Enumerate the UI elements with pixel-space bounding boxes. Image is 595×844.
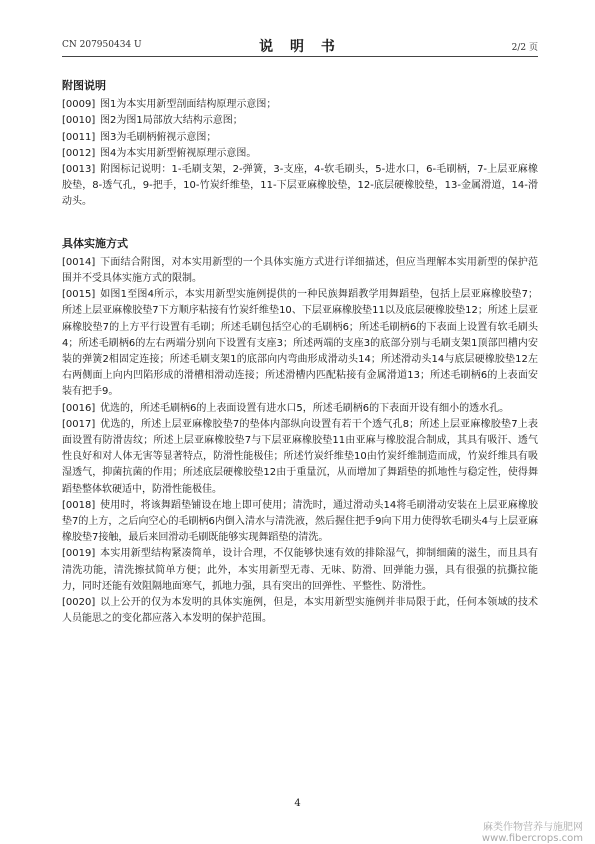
page-number: 4 — [294, 798, 301, 809]
paragraph — [62, 401, 538, 417]
paragraph-number: [0020] — [62, 597, 96, 609]
paragraph — [62, 595, 538, 627]
watermark — [482, 818, 583, 844]
paragraph-number: [0014] — [62, 256, 96, 268]
paragraph-text: 优选的，所述上层亚麻橡胶垫7的垫体内部纵向设置有若干个透气孔8；所述上层亚麻橡胶垫7上表面设置有防滑齿纹；所述上层亚麻橡胶垫7与下层亚麻橡胶垫11由亚麻与橡胶混合制成，其具有吸汗、透气性良好和对人体无害等显著特点，防滑性能极佳；所述竹炭纤维垫10由竹炭纤维制造而成，竹炭纤维具有吸湿透气，抑菌抗菌的作用；所述底层硬橡胶垫12由于重量沉，从而增加了舞蹈垫的抓地性与稳定性，使得舞蹈垫整体软硬适中，防滑性能极佳。 — [62, 418, 538, 495]
watermark-line: www.fibercrops.com — [481, 833, 583, 844]
page-of-indicator: 2/2 页 — [511, 43, 538, 53]
paragraph — [62, 498, 538, 547]
paragraph-number: [0010] — [62, 115, 96, 127]
paragraph-text: 本实用新型结构紧凑简单，设计合理，不仅能够快速有效的排除湿气，抑制细菌的滋生，而且具有清洗功能，清洗擦拭简单方便；此外，本实用新型无毒、无味、防滑、回弹能力强，具有很强的抗撕拉能力，同时还能有效阻隔地面寒气，抓地力强，具有突出的回弹性、平整性、防滑性。 — [62, 548, 538, 592]
paragraph-number: [0018] — [62, 499, 96, 511]
document-body — [62, 78, 538, 628]
paragraph-number: [0013] — [62, 164, 96, 176]
section-heading: 附图说明 — [62, 79, 106, 92]
paragraph-text: 使用时，将该舞蹈垫铺设在地上即可使用；清洗时，通过滑动头14将毛刷滑动安装在上层亚麻橡胶垫7的上方，之后向空心的毛刷柄6内倒入清水与清洗液，然后握住把手9向下用力使得软毛刷头4与上层亚麻橡胶垫7接触，最后来回滑动毛刷既能够实现舞蹈垫的清洗。 — [62, 499, 538, 544]
paragraph — [62, 97, 538, 113]
paragraph — [62, 546, 538, 595]
paragraph-text: 图3为毛刷柄俯视示意图； — [100, 131, 217, 143]
paragraph-number: [0011] — [62, 131, 96, 143]
paragraph — [62, 113, 538, 129]
page-header — [62, 36, 538, 54]
paragraph — [62, 417, 538, 498]
paragraph-text: 如图1至图4所示，本实用新型实施例提供的一种民族舞蹈教学用舞蹈垫，包括上层亚麻橡胶垫7；所述上层亚麻橡胶垫7下方顺序粘接有竹炭纤维垫10、下层亚麻橡胶垫11以及底层硬橡胶垫12；所述上层亚麻橡胶垫7的上方平行设置有毛刷；所述毛刷包括空心的毛刷柄6；所述毛刷柄6的下表面上设置有软毛刷头4；所述毛刷柄6的左右两端分别向下设置有支座3；所述两端的支座3的底部分别与毛刷支架1顶部凹槽内安装的弹簧2相固定连接；所述毛刷支架1的底部向内弯曲形成滑动头14；所述滑动头14与底层硬橡胶垫12左右两侧面上向内凹陷形成的滑槽相滑动连接；所述滑槽内匹配粘接有金属滑道13；所述毛刷柄6的上表面安装有把手9。 — [62, 289, 538, 398]
paragraph-number: [0015] — [62, 289, 96, 301]
paragraph-text: 图1为本实用新型剖面结构原理示意图； — [100, 99, 277, 111]
paragraph — [62, 162, 538, 211]
watermark-line: 麻类作物营养与施肥网 — [483, 822, 583, 833]
paragraph-text: 优选的，所述毛刷柄6的上表面设置有进水口5，所述毛刷柄6的下表面开设有细小的透水孔。 — [100, 402, 510, 414]
paragraph-number: [0017] — [62, 418, 96, 430]
paragraph-text: 以上公开的仅为本发明的具体实施例，但是，本实用新型实施例并非局限于此，任何本领域的技术人员能思之的变化都应落入本发明的保护范围。 — [62, 597, 538, 625]
paragraph-text: 图2为图1局部放大结构示意图； — [100, 115, 243, 127]
paragraph-number: [0009] — [62, 99, 96, 111]
paragraph-number: [0012] — [62, 147, 96, 159]
section-heading: 具体实施方式 — [62, 236, 128, 250]
paragraph — [62, 287, 538, 400]
paragraph-text: 图4为本实用新型俯视原理示意图。 — [100, 147, 257, 159]
paragraph-number: [0016] — [62, 402, 96, 414]
paragraph-text: 下面结合附图，对本实用新型的一个具体实施方式进行详细描述，但应当理解本实用新型的保护范围并不受具体实施方式的限制。 — [62, 256, 538, 285]
header-divider — [62, 56, 538, 57]
paragraph-text: 附图标记说明：1-毛刷支架，2-弹簧，3-支座，4-软毛刷头，5-进水口，6-毛刷柄，7-上层亚麻橡胶垫，8-透气孔，9-把手，10-竹炭纤维垫，11-下层亚麻橡胶垫，12-底层硬橡胶垫，13-金属滑道，14-滑动头。 — [62, 164, 538, 208]
paragraph-number: [0019] — [62, 548, 96, 560]
paragraph — [62, 130, 538, 146]
paragraph — [62, 255, 538, 287]
patent-number: CN 207950434 U — [62, 40, 142, 50]
document-title: 说 明 书 — [259, 39, 341, 55]
paragraph — [62, 146, 538, 162]
